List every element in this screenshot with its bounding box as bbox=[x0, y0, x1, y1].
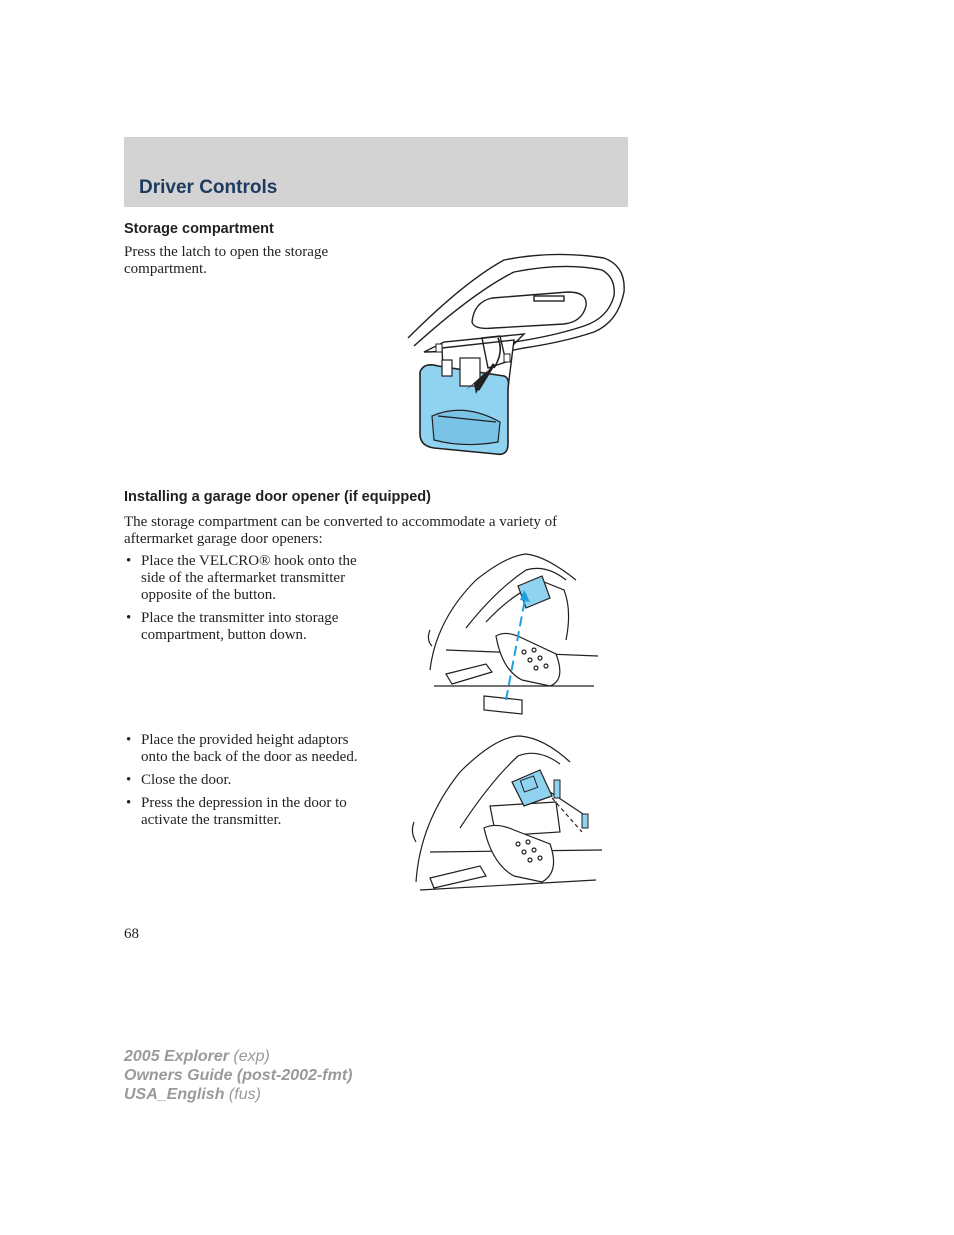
section-title: Driver Controls bbox=[139, 177, 278, 198]
footer-language-code: (fus) bbox=[228, 1086, 261, 1103]
garage-heading: Installing a garage door opener (if equipped) bbox=[124, 489, 431, 505]
document-footer bbox=[124, 1047, 352, 1104]
bullet-list-b bbox=[124, 732, 374, 835]
list-item: • Press the depression in the door to activate the transmitter. bbox=[124, 795, 374, 829]
transmitter-placement-figure bbox=[426, 550, 606, 718]
list-item: • Place the provided height adaptors onto the back of the door as needed. bbox=[124, 732, 374, 766]
garage-intro-line: aftermarket garage door openers: bbox=[124, 531, 323, 547]
list-item: • Place the VELCRO® hook onto the side of the aftermarket transmitter opposite of the button. bbox=[124, 553, 374, 604]
storage-body-line: compartment. bbox=[124, 261, 207, 277]
storage-body-line: Press the latch to open the storage bbox=[124, 244, 329, 260]
footer-line-2: Owners Guide (post-2002-fmt) bbox=[124, 1067, 353, 1084]
closed-door-transmitter-figure bbox=[410, 732, 606, 898]
storage-heading: Storage compartment bbox=[124, 221, 274, 237]
storage-compartment-figure bbox=[404, 252, 630, 462]
footer-model-code: (exp) bbox=[233, 1048, 270, 1065]
list-item: • Place the transmitter into storage compartment, button down. bbox=[124, 610, 374, 644]
garage-intro bbox=[124, 514, 557, 548]
page-number: 68 bbox=[124, 926, 139, 942]
list-item: • Close the door. bbox=[124, 772, 374, 789]
footer-line-1 bbox=[124, 1047, 352, 1066]
storage-body bbox=[124, 244, 328, 278]
bullet-list-a bbox=[124, 553, 374, 650]
footer-language: USA_English bbox=[124, 1086, 225, 1103]
footer-model: 2005 Explorer bbox=[124, 1048, 229, 1065]
garage-intro-line: The storage compartment can be converted to accommodate a variety of bbox=[124, 514, 558, 530]
footer-line-3 bbox=[124, 1085, 352, 1104]
